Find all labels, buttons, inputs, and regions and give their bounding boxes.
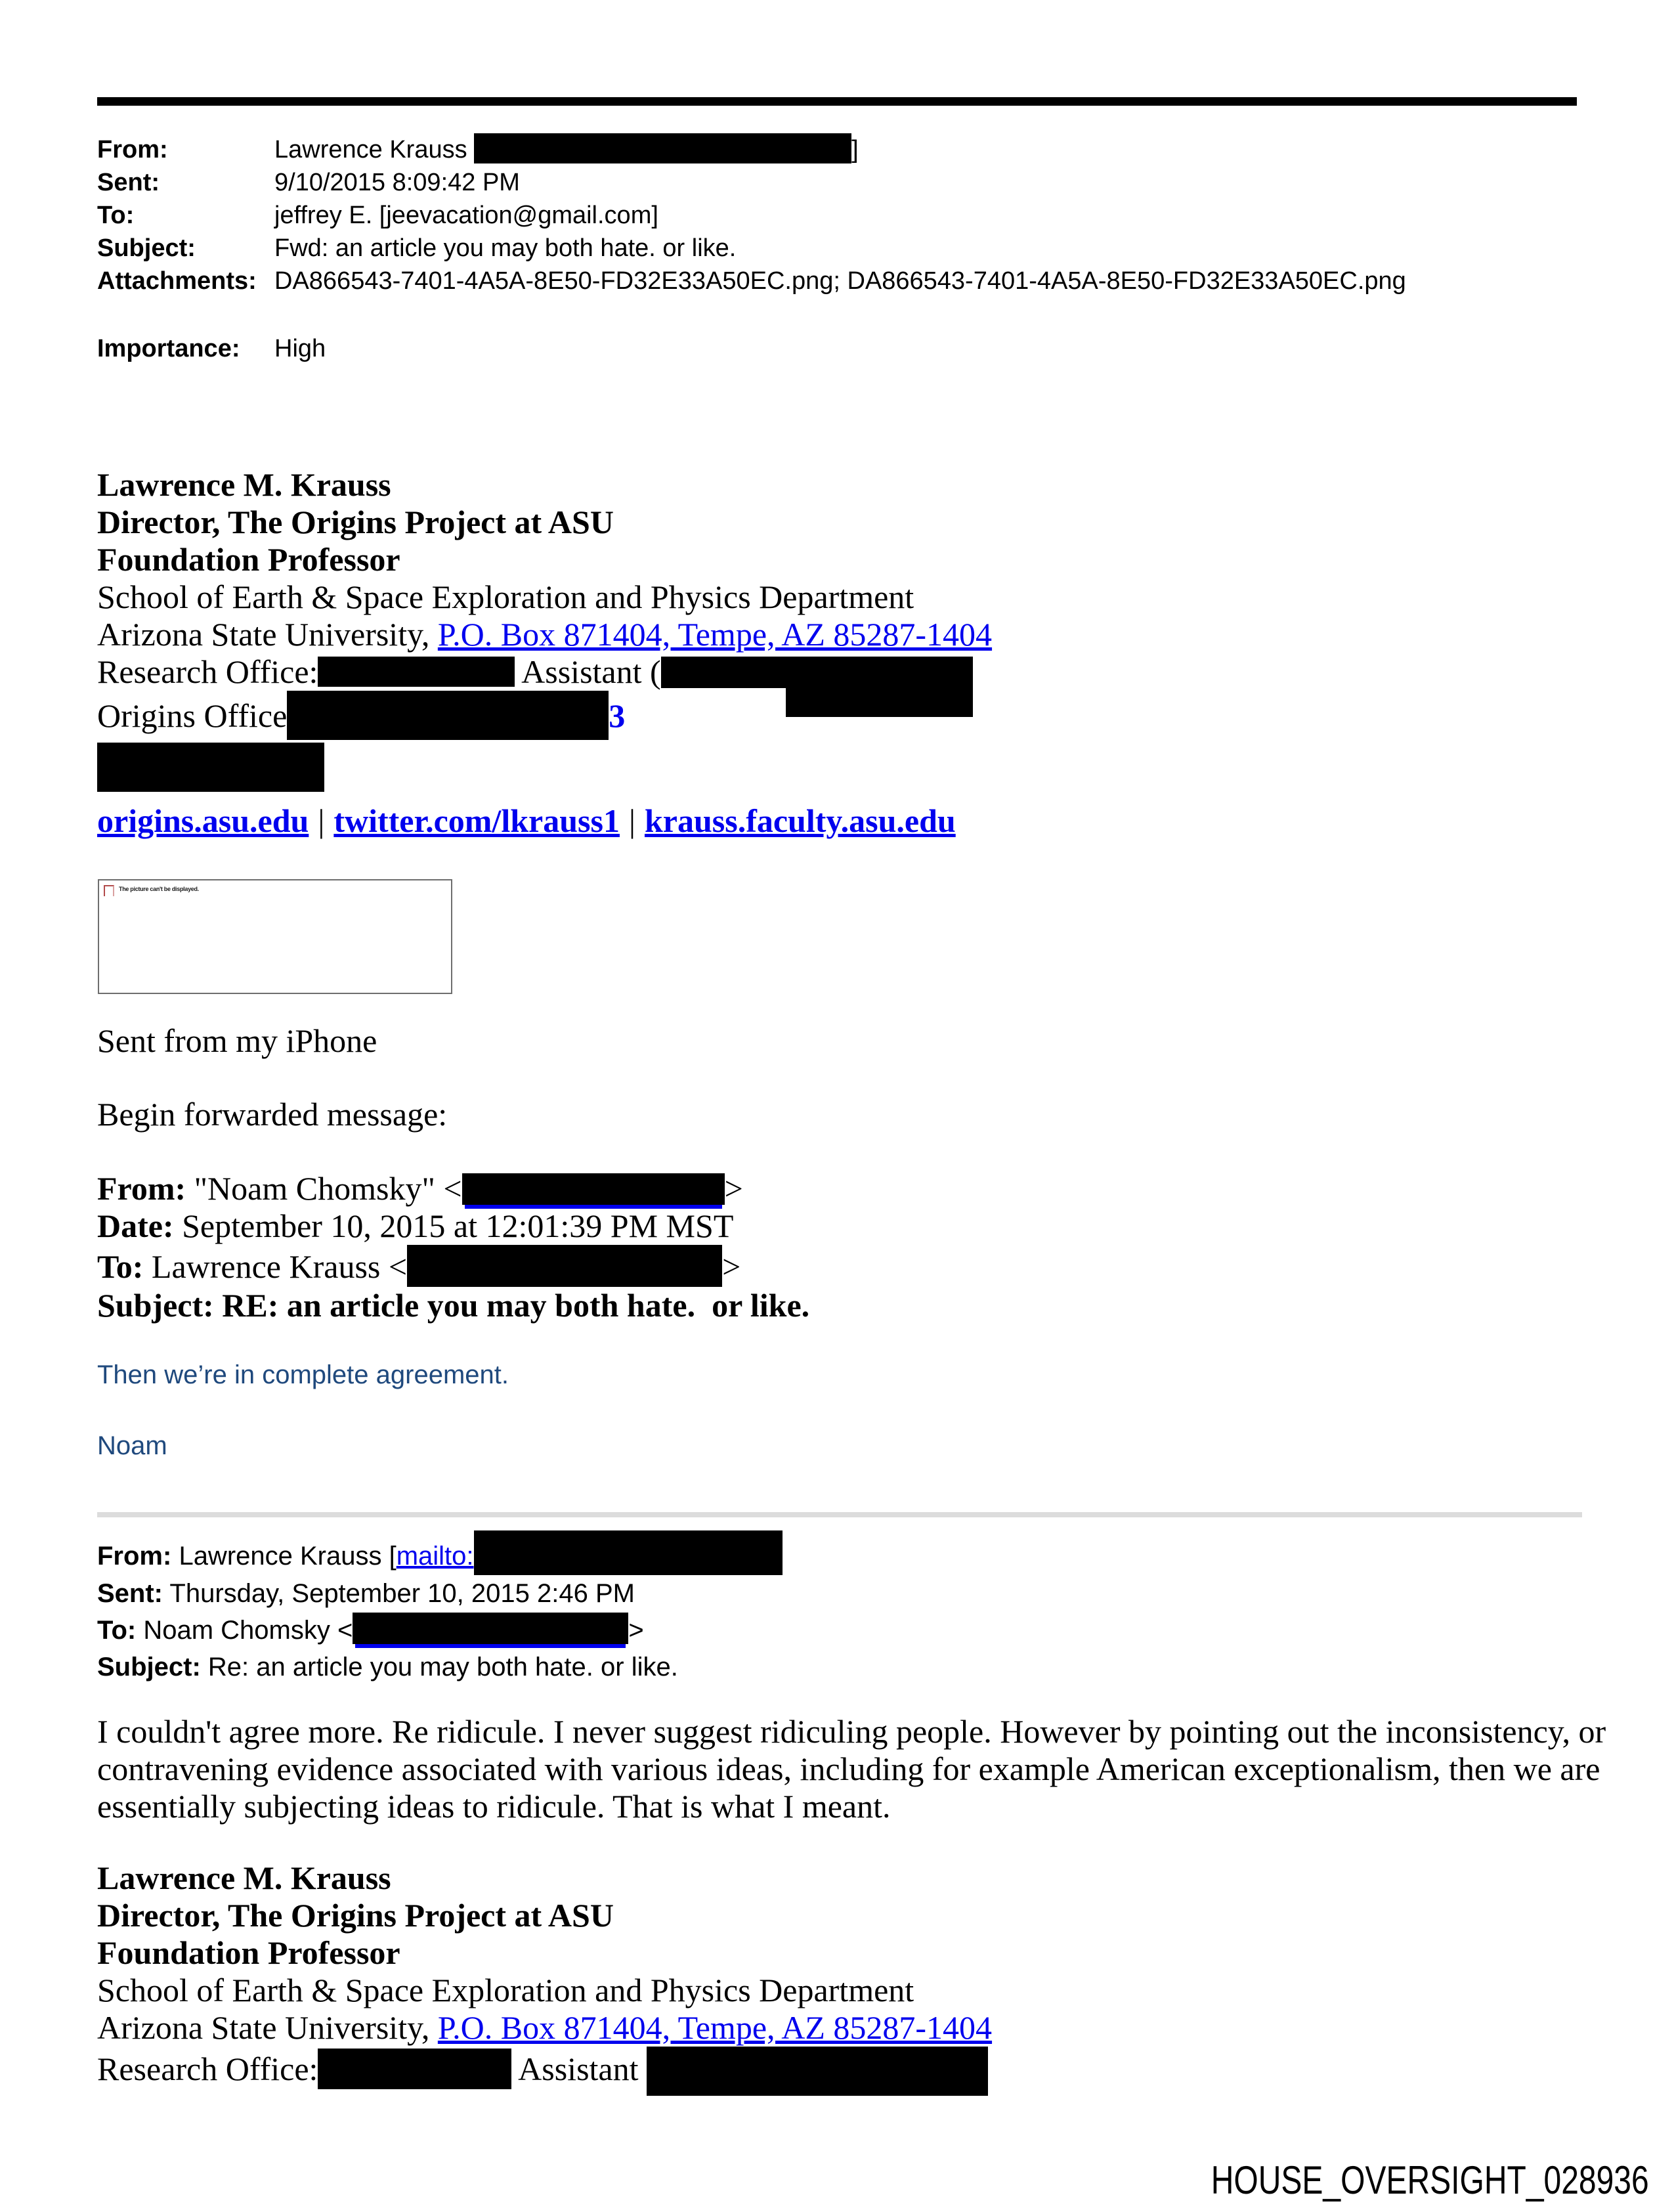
from-sender-name: Lawrence Krauss: [274, 136, 475, 163]
mailto-link[interactable]: mailto:: [396, 1542, 474, 1571]
signature-department: School of Earth & Space Exploration and Physics Department: [97, 1972, 914, 2008]
address-link[interactable]: P.O. Box 871404, Tempe, AZ 85287-1404: [437, 2009, 993, 2046]
address-link[interactable]: P.O. Box 871404, Tempe, AZ 85287-1404: [437, 616, 993, 653]
redaction-bar-email-line: [97, 743, 324, 792]
message-divider-rule: [97, 1512, 1582, 1517]
signature-links-row: [97, 802, 1674, 840]
redaction-bar-chomsky-email: [462, 1173, 725, 1205]
subject-label: Subject:: [97, 234, 196, 262]
forwarded-subject-row: [97, 1287, 1674, 1324]
signature-block-bottom: [97, 1859, 1674, 2096]
origins-site-link[interactable]: origins.asu.edu: [97, 802, 309, 839]
fwd-date-label: Date:: [97, 1207, 174, 1244]
redaction-bar-krauss-email: [407, 1245, 722, 1287]
signature-title-professor: Foundation Professor: [97, 1934, 400, 1971]
signature-university-line: [97, 616, 1674, 653]
research-office-label: Research Office:: [97, 653, 318, 690]
twitter-link[interactable]: twitter.com/lkrauss1: [333, 802, 620, 839]
quoted-sent-row: [97, 1575, 1674, 1612]
reply-signoff: Noam: [97, 1431, 167, 1460]
redaction-bar-assistant-phone-2: [647, 2047, 988, 2096]
forwarded-to-row: [97, 1245, 1674, 1287]
signature-department: School of Earth & Space Exploration and Physics Department: [97, 578, 914, 615]
link-separator: |: [628, 802, 635, 839]
quoted-subject-value: Re: an article you may both hate. or like.: [200, 1653, 678, 1681]
faculty-page-link[interactable]: krauss.faculty.asu.edu: [644, 802, 956, 839]
importance-label: Importance:: [97, 335, 240, 362]
fwd-to-bracket: >: [722, 1248, 741, 1285]
assistant-label: Assistant: [511, 2050, 647, 2087]
header-top-rule: [97, 97, 1577, 106]
reply-text-line: Then we’re in complete agreement.: [97, 1360, 509, 1389]
quoted-subject-row: [97, 1649, 1674, 1685]
bates-stamp: HOUSE_OVERSIGHT_028936: [1211, 2158, 1649, 2202]
quoted-from-label: From:: [97, 1542, 172, 1571]
sent-label: Sent:: [97, 169, 160, 196]
broken-image-placeholder: [98, 879, 452, 994]
broken-image-icon: [104, 885, 114, 896]
attachments-value: DA866543-7401-4A5A-8E50-FD32E33A50EC.png; DA866543-7401-4A5A-8E50-FD32E33A50EC.png: [274, 267, 1406, 295]
header-importance-row: [97, 332, 1674, 365]
quoted-sent-label: Sent:: [97, 1579, 163, 1608]
fwd-from-label: From:: [97, 1170, 186, 1207]
from-value: [274, 133, 859, 166]
quoted-to-value: Noam Chomsky <: [136, 1616, 353, 1645]
fwd-from-bracket: >: [724, 1170, 743, 1207]
fwd-to-value: Lawrence Krauss <: [143, 1248, 408, 1285]
forwarded-date-row: [97, 1207, 1674, 1245]
signature-title-professor: Foundation Professor: [97, 541, 400, 578]
link-separator: |: [318, 802, 325, 839]
quoted-header-block: [97, 1530, 1674, 1685]
broken-image-text: The picture can't be displayed.: [119, 886, 199, 892]
from-label: From:: [97, 136, 168, 163]
signature-title-director: Director, The Origins Project at ASU: [97, 504, 614, 540]
quoted-from-value: Lawrence Krauss [: [171, 1542, 397, 1571]
header-attachments-row: [97, 265, 1674, 297]
forwarded-header-block: [97, 1170, 1674, 1324]
signature-block-top: [97, 466, 1674, 840]
header-subject-row: [97, 232, 1674, 265]
redaction-bar-assistant-phone: [661, 657, 973, 688]
sent-value: 9/10/2015 8:09:42 PM: [274, 169, 520, 196]
to-value: jeffrey E. [jeevacation@gmail.com]: [274, 202, 658, 229]
assistant-label: Assistant (: [515, 653, 661, 690]
signature-research-line: [97, 653, 1674, 691]
signature-title-director: Director, The Origins Project at ASU: [97, 1897, 614, 1934]
importance-value: High: [274, 335, 326, 362]
signature-name: Lawrence M. Krauss: [97, 1859, 391, 1896]
redaction-bar-chomsky-email-2: [353, 1613, 628, 1644]
header-sent-row: [97, 166, 1674, 199]
quoted-to-bracket: >: [628, 1616, 644, 1645]
origins-office-label: Origins Office: [97, 697, 288, 734]
email-body-paragraph: I couldn't agree more. Re ridicule. I never suggest ridiculing people. However by pointing out the inconsistency, or contravening evidence associated with various ideas, including for example American exceptionalism, then we are essentially subjecting ideas to ridicule. That is what I meant.: [97, 1713, 1606, 1825]
redaction-bar-research-phone: [318, 657, 515, 687]
attachments-label: Attachments:: [97, 267, 257, 295]
signature-university-line: [97, 2009, 1674, 2047]
signature-research-line: [97, 2047, 1674, 2096]
header-from-row: [97, 133, 1674, 166]
fwd-date-value: September 10, 2015 at 12:01:39 PM MST: [173, 1207, 734, 1244]
fwd-subject-value: RE: an article you may both hate. or like.: [213, 1287, 810, 1324]
redacted-link-fragment: 3: [609, 697, 626, 734]
quoted-to-label: To:: [97, 1616, 137, 1645]
redaction-bar-origins-phone: [287, 691, 609, 740]
to-label: To:: [97, 202, 135, 229]
redaction-bar-research-phone-2: [318, 2049, 511, 2089]
fwd-to-label: To:: [97, 1248, 144, 1285]
quoted-subject-label: Subject:: [97, 1653, 201, 1681]
university-text: Arizona State University,: [97, 616, 438, 653]
university-text: Arizona State University,: [97, 2009, 438, 2046]
quoted-to-row: [97, 1612, 1674, 1649]
quoted-sent-value: Thursday, September 10, 2015 2:46 PM: [163, 1579, 635, 1608]
quoted-from-row: [97, 1530, 1674, 1575]
redaction-bar-tail: [786, 688, 973, 717]
signature-name: Lawrence M. Krauss: [97, 466, 391, 503]
redaction-bar-from-email: [474, 133, 851, 163]
fwd-subject-label: Subject:: [97, 1287, 214, 1324]
research-office-label: Research Office:: [97, 2050, 318, 2087]
fwd-from-value: "Noam Chomsky" <: [186, 1170, 462, 1207]
begin-forwarded-line: Begin forwarded message:: [97, 1096, 448, 1133]
header-to-row: [97, 199, 1674, 232]
sent-from-iphone-line: Sent from my iPhone: [97, 1022, 377, 1059]
subject-value: Fwd: an article you may both hate. or like.: [274, 234, 737, 262]
redaction-bar-mailto-email: [474, 1530, 783, 1575]
forwarded-from-row: [97, 1170, 1674, 1207]
email-header-block: [97, 133, 1674, 365]
from-bracket: ]: [851, 136, 859, 163]
